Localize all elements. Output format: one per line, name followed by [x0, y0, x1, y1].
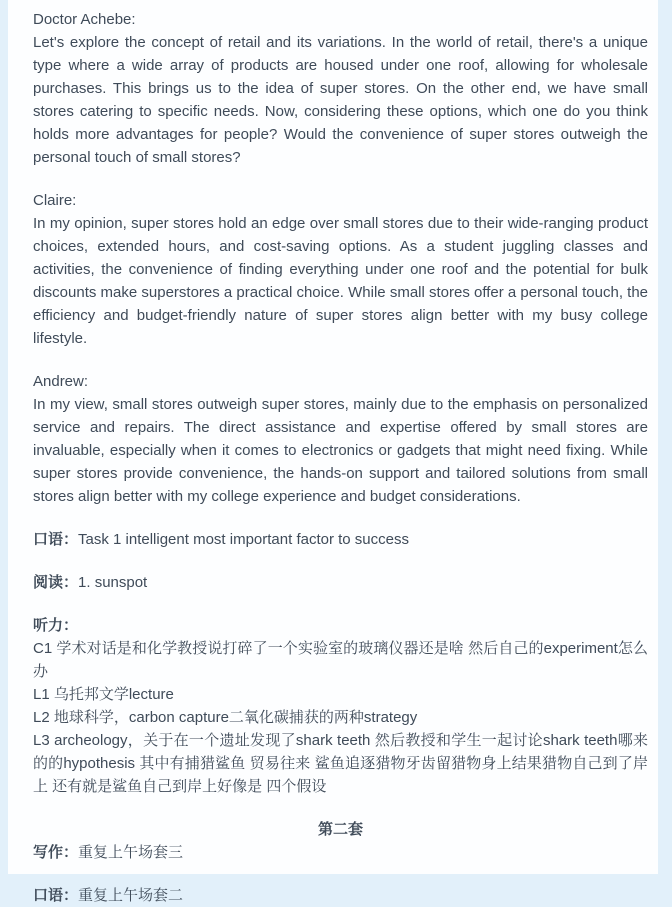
reading-value: 1. sunspot — [78, 574, 148, 591]
writing-label: 写作： — [33, 844, 79, 861]
discussion-post-claire — [33, 189, 648, 350]
listening-label: 听力： — [33, 617, 79, 634]
listening-item-l3: L3 archeology，关于在一个遗址发现了shark teeth 然后教授和学生一起讨论shark teeth哪来的的hypothesis 其中有捕猎鲨鱼 贸易往来 鲨鱼追逐猎物牙齿留猎物身上结果猎物自己到了岸上 还有就是鲨鱼自己到岸上好像是 四个假设 — [33, 732, 648, 795]
speaker-name: Claire: — [33, 192, 77, 209]
reading-line — [33, 571, 648, 594]
discussion-post-doctor — [33, 8, 648, 169]
speaker-name: Doctor Achebe: — [33, 11, 136, 28]
listening-block — [33, 614, 648, 798]
reading-label: 阅读： — [33, 574, 79, 591]
writing-value: 重复上午场套三 — [78, 844, 184, 861]
discussion-post-andrew — [33, 370, 648, 508]
speaking-label: 口语： — [33, 531, 79, 548]
speaker-paragraph: In my opinion, super stores hold an edge over small stores due to their wide-ranging product choices, extended hours, and cost-saving options. As a student juggling classes and activities, the convenience of finding everything under one roof and the potential for bulk discounts make superstores a practical choice. While small stores offer a personal touch, the efficiency and budget-friendly nature of super stores align better with my busy college lifestyle. — [33, 215, 649, 347]
writing-line — [33, 841, 648, 864]
set-two-heading: 第二套 — [317, 821, 363, 838]
content-card — [8, 0, 658, 904]
summary-section — [33, 528, 648, 798]
speaker-name: Andrew: — [33, 373, 89, 390]
speaking-line — [33, 528, 648, 551]
listening-item-l1: L1 乌托邦文学lecture — [33, 686, 174, 703]
set-two-section — [33, 818, 648, 907]
speaking-line-2 — [33, 884, 648, 907]
listening-item-l2: L2 地球科学，carbon capture二氧化碳捕获的两种strategy — [33, 709, 418, 726]
listening-item-c1: C1 学术对话是和化学教授说打碎了一个实验室的玻璃仪器还是啥 然后自己的experiment怎么办 — [33, 640, 648, 680]
document-body — [8, 0, 658, 907]
speaking-value: Task 1 intelligent most important factor to success — [78, 531, 409, 548]
speaking-label-2: 口语： — [33, 887, 79, 904]
discussion-section — [33, 8, 648, 508]
speaking-value-2: 重复上午场套二 — [78, 887, 184, 904]
speaker-paragraph: Let's explore the concept of retail and its variations. In the world of retail, there's a unique type where a wide array of products are housed under one roof, allowing for wholesale purchases. This brings us to the idea of super stores. On the other end, we have small stores catering to specific needs. Now, considering these options, which one do you think holds more advantages for people? Would the convenience of super stores outweigh the personal touch of small stores? — [33, 34, 648, 166]
listening-label-line — [33, 614, 648, 637]
speaker-paragraph: In my view, small stores outweigh super stores, mainly due to the emphasis on personalized service and repairs. The direct assistance and expertise offered by small stores are invaluable, especially when it comes to electronics or gadgets that might need fixing. While super stores provide convenience, the hands-on support and tailored solutions from small stores align better with my college experience and budget considerations. — [33, 396, 648, 505]
